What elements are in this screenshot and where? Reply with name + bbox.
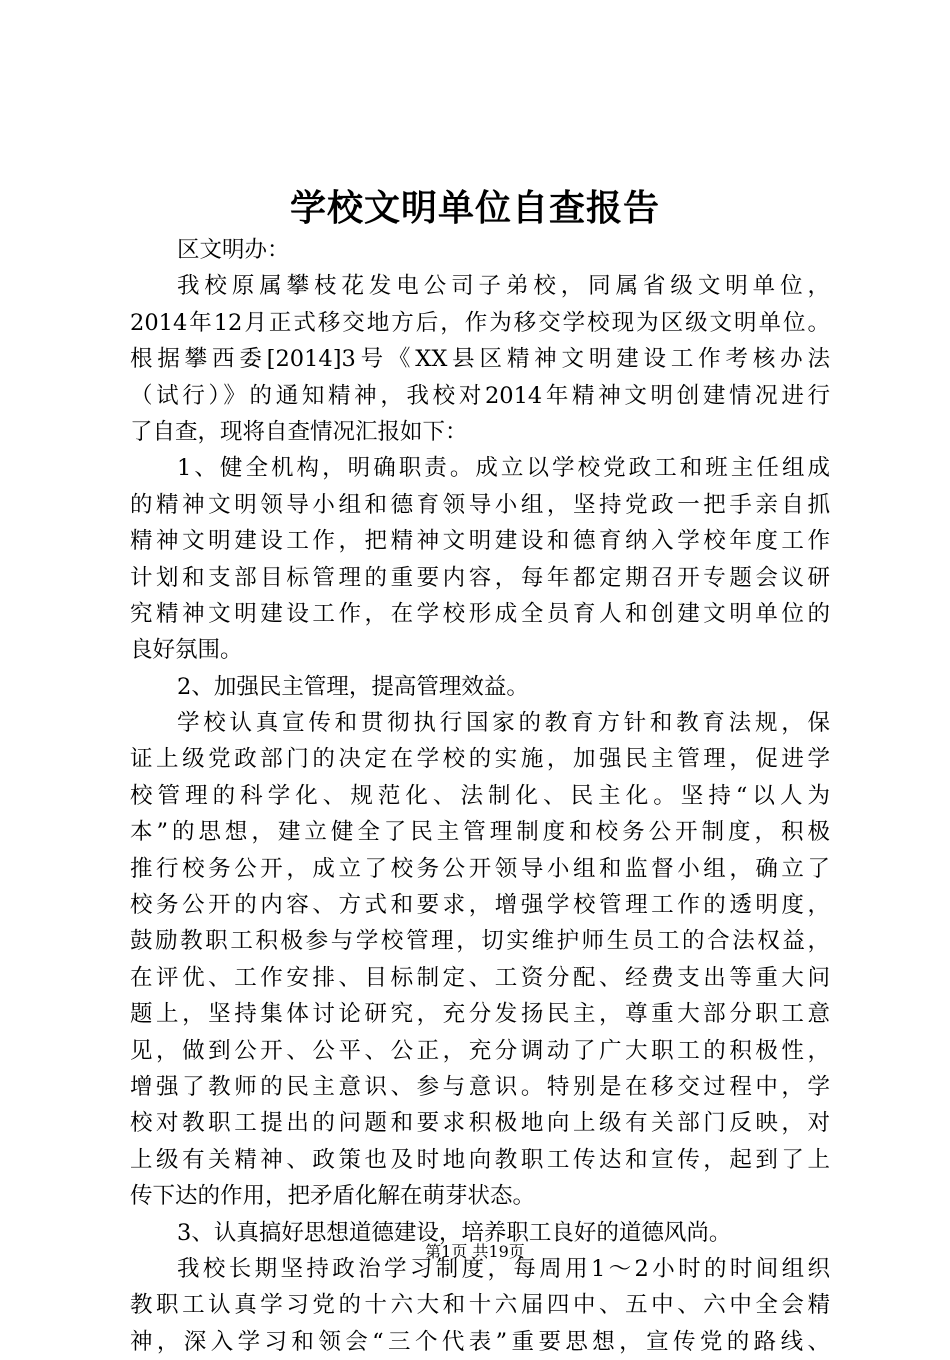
text-line: 在评优、工作安排、目标制定、工资分配、经费支出等重大问 [130,964,830,991]
text-line: 学校认真宣传和贯彻执行国家的教育方针和教育法规，保 [177,710,830,737]
text-line: 增强了教师的民主意识、参与意识。特别是在移交过程中，学 [130,1073,830,1100]
text-line: 究精神文明建设工作，在学校形成全员育人和创建文明单位的 [130,600,830,627]
text-line: 本”的思想，建立健全了民主管理制度和校务公开制度，积极 [130,819,830,846]
page-footer: 第1页 共19页 [425,1242,525,1261]
text-line: 推行校务公开，成立了校务公开领导小组和监督小组，确立了 [130,855,830,882]
text-line: 我校原属攀枝花发电公司子弟校，同属省级文明单位， [177,273,830,300]
text-line: （试行）》的通知精神，我校对2014年精神文明创建情况进行 [130,382,830,409]
document-title: 学校文明单位自查报告 [289,187,660,229]
text-line: 教职工认真学习党的十六大和十六届四中、五中、六中全会精 [130,1292,830,1319]
text-line: 的精神文明领导小组和德育领导小组，坚持党政一把手亲自抓 [130,491,830,518]
text-line: 校对教职工提出的问题和要求积极地向上级有关部门反映，对 [130,1110,830,1137]
text-line: 校务公开的内容、方式和要求，增强学校管理工作的透明度， [130,892,830,919]
text-line: 计划和支部目标管理的重要内容，每年都定期召开专题会议研 [130,564,830,591]
document-body [130,232,830,1360]
text-line: 神，深入学习和领会“三个代表”重要思想，宣传党的路线、 [130,1328,830,1355]
text-line: 见，做到公开、公平、公正，充分调动了广大职工的积极性， [130,1037,830,1064]
text-line: 1、健全机构，明确职责。成立以学校党政工和班主任组成 [177,455,830,482]
section-heading: 2、加强民主管理，提高管理效益。 [177,673,529,700]
text-line: 传下达的作用，把矛盾化解在萌芽状态。 [130,1183,536,1210]
text-line: 精神文明建设工作，把精神文明建设和德育纳入学校年度工作 [130,528,830,555]
text-line: 上级有关精神、政策也及时地向教职工传达和宣传，起到了上 [130,1146,830,1173]
text-line: 校管理的科学化、规范化、法制化、民主化。坚持“以人为 [130,782,830,809]
text-line: 证上级党政部门的决定在学校的实施，加强民主管理，促进学 [130,746,830,773]
section-heading: 3、认真搞好思想道德建设，培养职工良好的道德风尚。 [177,1219,732,1246]
text-line: 2014年12月正式移交地方后，作为移交学校现为区级文明单位。 [130,309,830,336]
text-line-salutation: 区文明办： [177,237,290,263]
text-line: 了自查，现将自查情况汇报如下： [130,418,468,445]
text-line: 根据攀西委[2014]3号《XX县区精神文明建设工作考核办法 [130,346,830,373]
text-line: 良好氛围。 [130,637,243,664]
text-line: 题上，坚持集体讨论研究，充分发扬民主，尊重大部分职工意 [130,1001,830,1028]
text-line: 鼓励教职工积极参与学校管理，切实维护师生员工的合法权益， [130,928,830,955]
text-line: 我校长期坚持政治学习制度，每周用1～2小时的时间组织 [177,1255,830,1282]
